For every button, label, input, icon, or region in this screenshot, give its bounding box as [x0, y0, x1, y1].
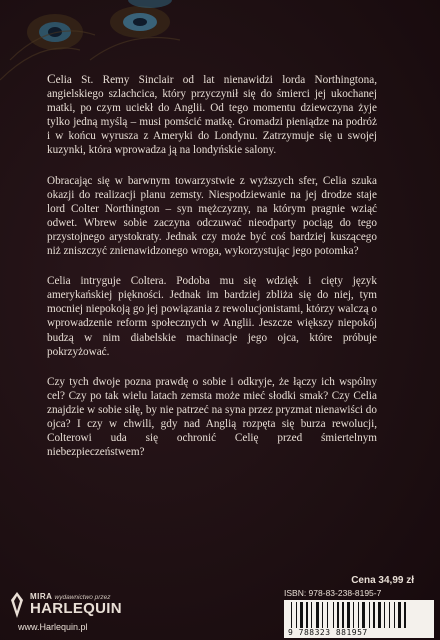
barcode-bar [394, 602, 395, 628]
price-label: Cena 34,99 zł [351, 575, 414, 586]
barcode-bar [373, 602, 375, 628]
barcode-bar [404, 602, 406, 628]
barcode-bar [291, 602, 292, 628]
barcode-bars [289, 602, 429, 628]
barcode-bar [306, 602, 308, 628]
barcode-bar [358, 602, 359, 628]
publisher-url: www.Harlequin.pl [18, 622, 88, 632]
isbn-label: ISBN: 978-83-238-8195-7 [284, 588, 382, 598]
barcode-bar [347, 602, 350, 628]
barcode-bar [342, 602, 344, 628]
mira-label: MIRA [30, 592, 53, 601]
barcode-number: 9 788323 881957 [288, 628, 368, 637]
barcode-bar [316, 602, 319, 628]
barcode-bar [369, 602, 370, 628]
blurb-paragraph-1: Celia St. Remy Sinclair od lat nienawidzi lorda Northingtona, angielskiego szlachcica, który przyczynił się do śmierci jej ukochanej matki, po czym uciekł do Anglii. Od tego momentu dziewczyna żyje tylko jedną myślą – musi pomścić matkę. Gromadzi pieniądze na podróż i w końcu wyrusza z Ameryki do Londynu. Zatrzymuje się u swojej kuzynki, która wprowadza ją na londyńskie salony. [47, 71, 377, 157]
barcode-bar [378, 602, 381, 628]
blurb-paragraph-2: Obracając się w barwnym towarzystwie z wyższych sfer, Celia szuka okazji do realizacji planu zemsty. Niespodziewanie na jej drodze staje lord Colter Northington – syn mężczyzny, na którym pragnie wziąć odwet. Wbrew sobie zaczyna odczuwać nieodparty pociąg do tego przystojnego arystokraty. Jednak czy może być coś bardziej kuszącego niż zniszczyć znienawidzonego wroga, wykorzystując jego potomka? [47, 174, 377, 258]
barcode-bar [337, 602, 339, 628]
barcode-bar [389, 602, 390, 628]
harlequin-diamond-icon [10, 592, 24, 618]
barcode-bar [300, 602, 303, 628]
barcode-bar [311, 602, 312, 628]
barcode-bar [333, 602, 334, 628]
feather-eye-right-core [133, 18, 147, 26]
blurb-paragraph-3: Celia intryguje Coltera. Podoba mu się wdzięk i cięty język amerykańskiej piękności. Jednak im bardziej zbliża się do niej, tym mocniej niepokoją go jej powiązania z rewolucjonistami, którzy walczą o wprowadzenie reform społecznych w Anglii. Jeszcze większy niepokój budzą w nim diabelskie machinacje jego ojca, które próbuje pokrzyżować. [47, 275, 377, 358]
barcode-bar [384, 602, 385, 628]
harlequin-brand: HARLEQUIN [30, 600, 122, 617]
blurb-paragraph-4: Czy tych dwoje pozna prawdę o sobie i odkryje, że łączy ich wspólny cel? Czy po tak wielu latach zemsta może mieć słodki smak? Czy Celia znajdzie w sobie siłę, by nie patrzeć na syna przez pryzmat nienawiści do ojca? I czy w chwili, gdy nad Anglią rozpęta się burza rewolucji, Colterowi uda się ochronić Celię przed śmiertelnym niebezpieczeństwem? [47, 375, 377, 459]
barcode-bar [327, 602, 328, 628]
price-isbn-block [284, 575, 432, 638]
barcode-bar [362, 602, 365, 628]
barcode-bar [296, 602, 297, 628]
publisher-logo [10, 592, 122, 632]
barcode-bar [322, 602, 323, 628]
barcode-bar [353, 602, 354, 628]
barcode-bar [398, 602, 401, 628]
blurb-text [47, 72, 377, 475]
barcode [284, 600, 434, 638]
imprint-note: wydawnictwo przez [54, 594, 111, 601]
